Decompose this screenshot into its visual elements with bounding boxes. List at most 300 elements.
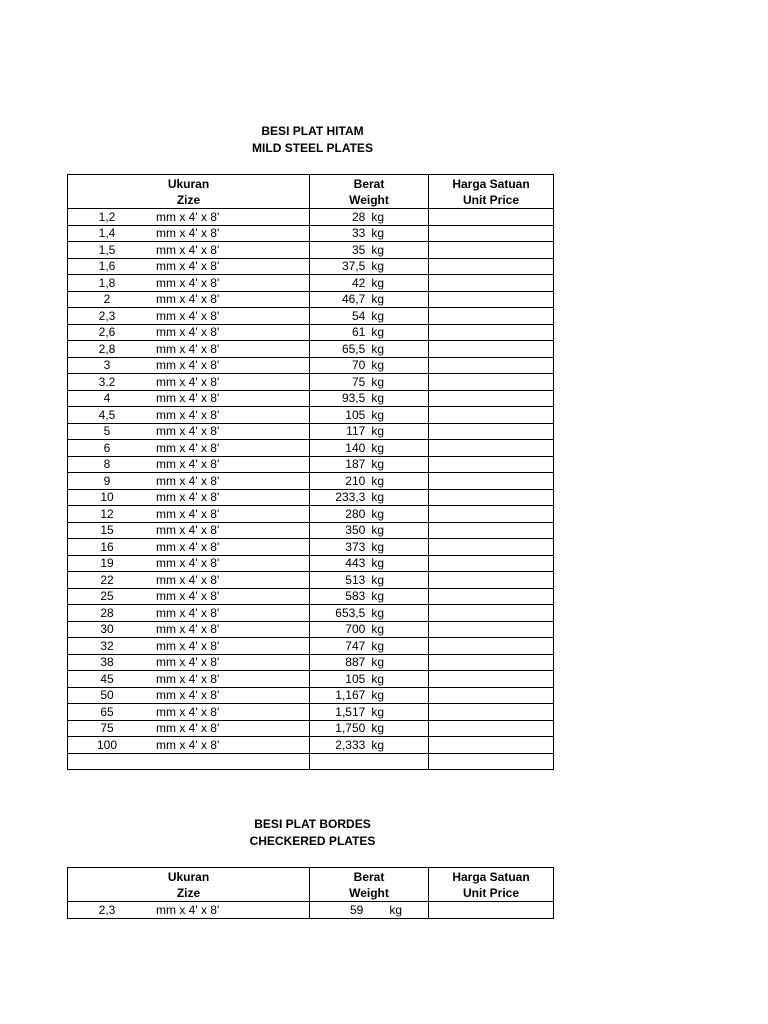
size-cell xyxy=(68,539,310,556)
size-value: 1,6 xyxy=(98,259,116,274)
weight-unit: kg xyxy=(371,737,384,752)
header-size-line1: Ukuran xyxy=(167,176,210,191)
header-size xyxy=(68,868,310,902)
weight-cell xyxy=(310,489,429,506)
weight-value: 443 xyxy=(345,556,366,571)
weight-cell xyxy=(310,357,429,374)
weight-unit: kg xyxy=(371,523,384,538)
weight-cell xyxy=(310,456,429,473)
size-value: 2,6 xyxy=(98,325,116,340)
table-row-empty xyxy=(68,753,554,770)
price-cell xyxy=(429,572,554,589)
price-cell xyxy=(429,440,554,457)
header-size-line1: Ukuran xyxy=(167,869,210,884)
price-cell xyxy=(429,621,554,638)
dimension-value: mm x 4' x 8' xyxy=(156,572,220,587)
size-cell xyxy=(68,902,310,919)
price-cell xyxy=(429,704,554,721)
size-cell xyxy=(68,209,310,226)
header-price-line1: Harga Satuan xyxy=(452,869,530,884)
weight-cell xyxy=(310,704,429,721)
weight-unit: kg xyxy=(371,605,384,620)
table-row xyxy=(68,473,554,490)
weight-unit: kg xyxy=(371,490,384,505)
dimension-value: mm x 4' x 8' xyxy=(156,589,220,604)
dimension-value: mm x 4' x 8' xyxy=(156,424,220,439)
price-cell xyxy=(429,341,554,358)
size-value: 50 xyxy=(100,688,114,703)
dimension-value: mm x 4' x 8' xyxy=(156,902,220,917)
weight-cell xyxy=(310,539,429,556)
weight-unit: kg xyxy=(389,902,403,917)
table-row xyxy=(68,489,554,506)
weight-value: 887 xyxy=(345,655,366,670)
size-cell xyxy=(68,473,310,490)
dimension-value: mm x 4' x 8' xyxy=(156,275,220,290)
weight-value: 210 xyxy=(345,473,366,488)
table-header-row xyxy=(68,175,554,209)
weight-cell xyxy=(310,324,429,341)
size-cell xyxy=(68,308,310,325)
weight-value: 54 xyxy=(351,308,366,323)
table-row xyxy=(68,720,554,737)
dimension-value: mm x 4' x 8' xyxy=(156,622,220,637)
size-value: 1,5 xyxy=(98,242,116,257)
size-cell xyxy=(68,407,310,424)
weight-value: 187 xyxy=(345,457,366,472)
size-cell xyxy=(68,522,310,539)
table-row xyxy=(68,308,554,325)
weight-unit: kg xyxy=(371,638,384,653)
weight-value: 35 xyxy=(351,242,366,257)
price-cell xyxy=(429,225,554,242)
weight-cell xyxy=(310,605,429,622)
dimension-value: mm x 4' x 8' xyxy=(156,242,220,257)
weight-unit: kg xyxy=(371,325,384,340)
price-cell xyxy=(429,390,554,407)
empty-cell xyxy=(68,753,310,770)
weight-unit: kg xyxy=(371,358,384,373)
size-value: 12 xyxy=(100,506,114,521)
weight-cell xyxy=(310,473,429,490)
size-cell xyxy=(68,555,310,572)
weight-cell xyxy=(310,588,429,605)
table-row xyxy=(68,374,554,391)
table-row xyxy=(68,242,554,259)
size-cell xyxy=(68,324,310,341)
table-row xyxy=(68,605,554,622)
weight-unit: kg xyxy=(371,424,384,439)
header-weight xyxy=(310,868,429,902)
weight-value: 33 xyxy=(351,226,366,241)
weight-value: 65,5 xyxy=(341,341,366,356)
size-cell xyxy=(68,242,310,259)
table-row xyxy=(68,621,554,638)
weight-value: 59 xyxy=(350,902,364,917)
dimension-value: mm x 4' x 8' xyxy=(156,358,220,373)
size-cell xyxy=(68,291,310,308)
price-cell xyxy=(429,737,554,754)
price-cell xyxy=(429,588,554,605)
price-cell xyxy=(429,374,554,391)
dimension-value: mm x 4' x 8' xyxy=(156,506,220,521)
size-value: 9 xyxy=(103,473,111,488)
empty-cell xyxy=(429,753,554,770)
size-value: 22 xyxy=(100,572,114,587)
weight-unit: kg xyxy=(371,242,384,257)
size-value: 25 xyxy=(100,589,114,604)
price-cell xyxy=(429,275,554,292)
dimension-value: mm x 4' x 8' xyxy=(156,539,220,554)
dimension-value: mm x 4' x 8' xyxy=(156,391,220,406)
size-value: 75 xyxy=(100,721,114,736)
size-value: 3.2 xyxy=(98,374,116,389)
weight-unit: kg xyxy=(371,341,384,356)
table-row xyxy=(68,522,554,539)
table-row xyxy=(68,902,554,919)
price-cell xyxy=(429,687,554,704)
weight-value: 373 xyxy=(345,539,366,554)
mild-steel-title xyxy=(68,123,557,157)
size-value: 45 xyxy=(100,671,114,686)
table-row xyxy=(68,456,554,473)
size-value: 3 xyxy=(103,358,111,373)
size-value: 2,8 xyxy=(98,341,116,356)
header-size-line2: Zize xyxy=(176,192,201,207)
title-line-1: BESI PLAT HITAM xyxy=(261,124,364,138)
header-price-line2: Unit Price xyxy=(462,885,519,900)
weight-value: 747 xyxy=(345,638,366,653)
size-cell xyxy=(68,357,310,374)
header-price xyxy=(429,175,554,209)
weight-unit: kg xyxy=(371,457,384,472)
table-row xyxy=(68,506,554,523)
price-cell xyxy=(429,671,554,688)
price-cell xyxy=(429,555,554,572)
size-value: 2 xyxy=(103,292,111,307)
dimension-value: mm x 4' x 8' xyxy=(156,325,220,340)
size-value: 100 xyxy=(96,737,118,752)
checkered-plates-title xyxy=(68,816,557,850)
header-weight-line2: Weight xyxy=(349,192,389,207)
price-cell xyxy=(429,308,554,325)
table-row xyxy=(68,225,554,242)
dimension-value: mm x 4' x 8' xyxy=(156,259,220,274)
weight-cell xyxy=(310,621,429,638)
table-row xyxy=(68,539,554,556)
dimension-value: mm x 4' x 8' xyxy=(156,292,220,307)
weight-unit: kg xyxy=(371,374,384,389)
price-cell xyxy=(429,902,554,919)
table-row xyxy=(68,737,554,754)
weight-cell xyxy=(310,737,429,754)
size-cell xyxy=(68,341,310,358)
size-cell xyxy=(68,456,310,473)
weight-cell xyxy=(310,423,429,440)
title-line-2: CHECKERED PLATES xyxy=(249,834,376,848)
size-cell xyxy=(68,572,310,589)
weight-unit: kg xyxy=(371,556,384,571)
dimension-value: mm x 4' x 8' xyxy=(156,655,220,670)
table-row xyxy=(68,291,554,308)
size-value: 1,2 xyxy=(98,209,116,224)
weight-value: 1,517 xyxy=(335,704,366,719)
weight-unit: kg xyxy=(371,721,384,736)
size-value: 6 xyxy=(103,440,111,455)
table-row xyxy=(68,407,554,424)
price-cell xyxy=(429,357,554,374)
weight-value: 61 xyxy=(351,325,366,340)
header-price xyxy=(429,868,554,902)
weight-value: 700 xyxy=(345,622,366,637)
weight-cell xyxy=(310,225,429,242)
dimension-value: mm x 4' x 8' xyxy=(156,721,220,736)
weight-unit: kg xyxy=(371,506,384,521)
price-cell xyxy=(429,209,554,226)
weight-unit: kg xyxy=(371,688,384,703)
mild-steel-table xyxy=(67,174,554,770)
size-cell xyxy=(68,737,310,754)
table-row xyxy=(68,209,554,226)
table-row xyxy=(68,638,554,655)
weight-unit: kg xyxy=(371,589,384,604)
weight-value: 28 xyxy=(351,209,366,224)
weight-cell xyxy=(310,440,429,457)
weight-unit: kg xyxy=(371,622,384,637)
table-row xyxy=(68,555,554,572)
weight-unit: kg xyxy=(371,209,384,224)
title-line-1: BESI PLAT BORDES xyxy=(254,817,371,831)
weight-cell xyxy=(310,720,429,737)
header-weight xyxy=(310,175,429,209)
dimension-value: mm x 4' x 8' xyxy=(156,737,220,752)
size-value: 2,3 xyxy=(98,902,116,917)
weight-unit: kg xyxy=(371,473,384,488)
weight-value: 93,5 xyxy=(341,391,366,406)
size-value: 38 xyxy=(100,655,114,670)
weight-unit: kg xyxy=(371,226,384,241)
size-value: 16 xyxy=(100,539,114,554)
price-cell xyxy=(429,456,554,473)
header-weight-line2: Weight xyxy=(349,885,389,900)
dimension-value: mm x 4' x 8' xyxy=(156,226,220,241)
price-cell xyxy=(429,522,554,539)
header-price-line2: Unit Price xyxy=(462,192,519,207)
size-value: 30 xyxy=(100,622,114,637)
size-value: 65 xyxy=(100,704,114,719)
weight-cell xyxy=(310,374,429,391)
weight-unit: kg xyxy=(371,671,384,686)
table-row xyxy=(68,654,554,671)
weight-value: 46,7 xyxy=(341,292,366,307)
size-cell xyxy=(68,588,310,605)
price-cell xyxy=(429,324,554,341)
table-row xyxy=(68,572,554,589)
table-row xyxy=(68,258,554,275)
weight-unit: kg xyxy=(371,407,384,422)
dimension-value: mm x 4' x 8' xyxy=(156,457,220,472)
dimension-value: mm x 4' x 8' xyxy=(156,605,220,620)
dimension-value: mm x 4' x 8' xyxy=(156,490,220,505)
price-cell xyxy=(429,506,554,523)
weight-cell xyxy=(310,555,429,572)
weight-value: 1,750 xyxy=(335,721,366,736)
weight-value: 140 xyxy=(345,440,366,455)
size-value: 5 xyxy=(103,424,111,439)
dimension-value: mm x 4' x 8' xyxy=(156,341,220,356)
size-cell xyxy=(68,374,310,391)
price-cell xyxy=(429,407,554,424)
dimension-value: mm x 4' x 8' xyxy=(156,688,220,703)
dimension-value: mm x 4' x 8' xyxy=(156,473,220,488)
weight-value: 105 xyxy=(345,671,366,686)
table-row xyxy=(68,423,554,440)
weight-cell xyxy=(310,275,429,292)
weight-value: 1,167 xyxy=(335,688,366,703)
weight-cell xyxy=(310,506,429,523)
size-cell xyxy=(68,390,310,407)
price-cell xyxy=(429,638,554,655)
dimension-value: mm x 4' x 8' xyxy=(156,308,220,323)
weight-value: 583 xyxy=(345,589,366,604)
size-cell xyxy=(68,621,310,638)
price-cell xyxy=(429,539,554,556)
dimension-value: mm x 4' x 8' xyxy=(156,638,220,653)
price-cell xyxy=(429,720,554,737)
weight-unit: kg xyxy=(371,704,384,719)
dimension-value: mm x 4' x 8' xyxy=(156,671,220,686)
weight-cell xyxy=(310,341,429,358)
size-value: 1,8 xyxy=(98,275,116,290)
weight-cell xyxy=(310,671,429,688)
weight-unit: kg xyxy=(371,440,384,455)
price-cell xyxy=(429,291,554,308)
size-cell xyxy=(68,423,310,440)
price-cell xyxy=(429,654,554,671)
weight-value: 653,5 xyxy=(335,605,366,620)
weight-cell xyxy=(310,654,429,671)
size-value: 8 xyxy=(103,457,111,472)
header-price-line1: Harga Satuan xyxy=(452,176,530,191)
size-value: 28 xyxy=(100,605,114,620)
weight-unit: kg xyxy=(371,572,384,587)
weight-cell xyxy=(310,390,429,407)
size-value: 4 xyxy=(103,391,111,406)
size-cell xyxy=(68,687,310,704)
weight-value: 350 xyxy=(345,523,366,538)
size-value: 1,4 xyxy=(98,226,116,241)
empty-cell xyxy=(310,753,429,770)
weight-cell xyxy=(310,308,429,325)
weight-unit: kg xyxy=(371,259,384,274)
size-value: 32 xyxy=(100,638,114,653)
weight-value: 105 xyxy=(345,407,366,422)
dimension-value: mm x 4' x 8' xyxy=(156,704,220,719)
header-size xyxy=(68,175,310,209)
weight-cell xyxy=(310,209,429,226)
price-cell xyxy=(429,473,554,490)
weight-unit: kg xyxy=(371,292,384,307)
size-cell xyxy=(68,720,310,737)
size-cell xyxy=(68,605,310,622)
weight-cell xyxy=(310,407,429,424)
weight-unit: kg xyxy=(371,539,384,554)
table-row xyxy=(68,324,554,341)
dimension-value: mm x 4' x 8' xyxy=(156,374,220,389)
header-size-line2: Zize xyxy=(176,885,201,900)
weight-value: 70 xyxy=(351,358,366,373)
size-value: 10 xyxy=(100,490,114,505)
size-cell xyxy=(68,489,310,506)
price-cell xyxy=(429,605,554,622)
dimension-value: mm x 4' x 8' xyxy=(156,407,220,422)
table-row xyxy=(68,390,554,407)
header-weight-line1: Berat xyxy=(353,176,385,191)
weight-value: 42 xyxy=(351,275,366,290)
size-value: 2,3 xyxy=(98,308,116,323)
table-row xyxy=(68,687,554,704)
table-row xyxy=(68,588,554,605)
weight-cell xyxy=(310,687,429,704)
weight-cell xyxy=(310,572,429,589)
table-header-row xyxy=(68,868,554,902)
table-row xyxy=(68,671,554,688)
size-cell xyxy=(68,638,310,655)
price-cell xyxy=(429,489,554,506)
weight-unit: kg xyxy=(371,655,384,670)
size-value: 4,5 xyxy=(98,407,116,422)
size-cell xyxy=(68,654,310,671)
dimension-value: mm x 4' x 8' xyxy=(156,440,220,455)
weight-cell xyxy=(310,902,429,919)
weight-cell xyxy=(310,242,429,259)
dimension-value: mm x 4' x 8' xyxy=(156,556,220,571)
weight-unit: kg xyxy=(371,275,384,290)
size-cell xyxy=(68,704,310,721)
price-cell xyxy=(429,423,554,440)
weight-unit: kg xyxy=(371,391,384,406)
header-weight-line1: Berat xyxy=(353,869,385,884)
weight-cell xyxy=(310,522,429,539)
weight-value: 117 xyxy=(346,424,366,439)
weight-cell xyxy=(310,258,429,275)
table-row xyxy=(68,357,554,374)
size-value: 19 xyxy=(100,556,114,571)
size-value: 15 xyxy=(100,523,114,538)
dimension-value: mm x 4' x 8' xyxy=(156,523,220,538)
table-row xyxy=(68,440,554,457)
table-row xyxy=(68,341,554,358)
price-cell xyxy=(429,242,554,259)
weight-value: 513 xyxy=(345,572,366,587)
weight-cell xyxy=(310,291,429,308)
size-cell xyxy=(68,258,310,275)
table-row xyxy=(68,275,554,292)
table-row xyxy=(68,704,554,721)
weight-value: 280 xyxy=(345,506,366,521)
weight-unit: kg xyxy=(371,308,384,323)
price-cell xyxy=(429,258,554,275)
size-cell xyxy=(68,275,310,292)
title-line-2: MILD STEEL PLATES xyxy=(252,141,373,155)
weight-cell xyxy=(310,638,429,655)
dimension-value: mm x 4' x 8' xyxy=(156,209,220,224)
weight-value: 37,5 xyxy=(341,259,366,274)
size-cell xyxy=(68,506,310,523)
size-cell xyxy=(68,225,310,242)
size-cell xyxy=(68,440,310,457)
weight-value: 75 xyxy=(351,374,366,389)
